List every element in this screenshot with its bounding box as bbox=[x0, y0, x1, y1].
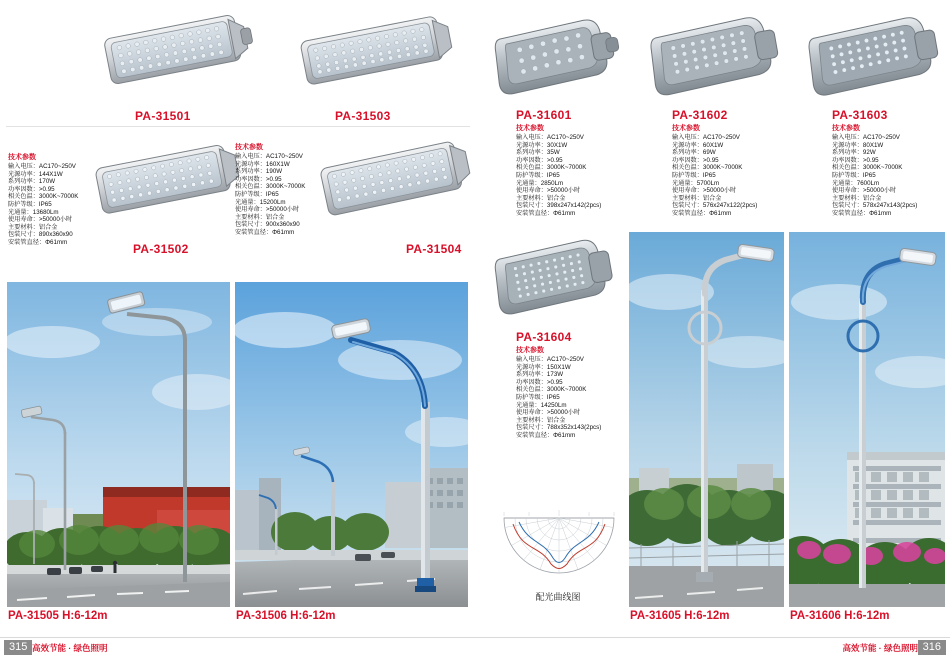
product-image-pa-31503 bbox=[290, 6, 460, 106]
spec-list-pa-31604 bbox=[516, 356, 636, 440]
page-footer bbox=[0, 636, 950, 658]
product-code-pa-31503: PA-31503 bbox=[335, 109, 391, 123]
spec-line: 包装尺寸：788x352x143(2pcs) bbox=[516, 424, 602, 432]
spec-list-pa-31601 bbox=[516, 134, 636, 218]
spec-line: 使用寿命：>50000小时 bbox=[516, 187, 581, 195]
page-number-right: 316 bbox=[918, 640, 946, 655]
product-code-pa-31501: PA-31501 bbox=[135, 109, 191, 123]
spec-line: 光通量：14250Lm bbox=[516, 401, 567, 409]
spec-line: 防护等级：IP65 bbox=[8, 200, 52, 208]
spec-line: 安装管直径：Φ61mm bbox=[235, 228, 295, 236]
spec-title: 技术参数 bbox=[235, 144, 263, 151]
spec-line: 输入电压：AC170~250V bbox=[672, 134, 740, 141]
footer-slogan-right: 高效节能 · 绿色照明 bbox=[842, 643, 918, 653]
spec-title: 技术参数 bbox=[672, 125, 700, 132]
product-image-pa-31602 bbox=[640, 10, 790, 110]
spec-line: 安装管直径：Φ61mm bbox=[516, 209, 576, 217]
product-image-pa-31501 bbox=[96, 6, 256, 106]
spec-line: 安装管直径：Φ61mm bbox=[8, 238, 68, 246]
spec-line: 使用寿命：>50000小时 bbox=[8, 216, 73, 224]
photo-caption-pa-31505: PA-31505 H:6-12m bbox=[8, 610, 108, 622]
spec-line: 安装管直径：Φ61mm bbox=[516, 431, 576, 439]
spec-line: 功率因数：>0.95 bbox=[516, 378, 563, 386]
spec-line: 主要材料：铝合金 bbox=[8, 223, 58, 231]
spec-line: 相关色温：3000K~7000K bbox=[516, 386, 587, 394]
spec-title: 技术参数 bbox=[8, 154, 36, 161]
application-photo-pa-31605 bbox=[628, 231, 785, 608]
spec-line: 光源功率：160X1W bbox=[235, 160, 290, 168]
application-photo-pa-31506 bbox=[234, 281, 469, 608]
spec-line: 相关色温：3000K~7000K bbox=[8, 193, 79, 201]
spec-line: 输入电压：AC170~250V bbox=[832, 134, 900, 141]
spec-line: 光源功率：144X1W bbox=[8, 170, 63, 178]
footer-slogan-left: 高效节能 · 绿色照明 bbox=[32, 643, 108, 653]
photo-caption-pa-31506: PA-31506 H:6-12m bbox=[236, 610, 336, 622]
spec-line: 光通量：5700Lm bbox=[672, 179, 720, 187]
spec-line: 相关色温：3000K~7000K bbox=[235, 183, 306, 191]
spec-line: 系列功率：173W bbox=[516, 371, 564, 379]
spec-line: 功率因数：>0.95 bbox=[672, 156, 719, 164]
spec-line: 功率因数：>0.95 bbox=[516, 156, 563, 164]
spec-line: 系列功率：92W bbox=[832, 149, 876, 157]
product-image-pa-31601 bbox=[484, 12, 624, 110]
spec-line: 主要材料：铝合金 bbox=[516, 194, 566, 202]
spec-line: 系列功率：170W bbox=[8, 178, 56, 186]
spec-line: 包装尺寸：900x360x90 bbox=[235, 221, 300, 229]
spec-block-pa-31603 bbox=[832, 123, 950, 218]
spec-line: 光源功率：30X1W bbox=[516, 141, 568, 149]
spec-line: 功率因数：>0.95 bbox=[8, 185, 55, 193]
application-photo-pa-31606 bbox=[788, 231, 946, 608]
spec-line: 光源功率：80X1W bbox=[832, 141, 884, 149]
spec-line: 防护等级：IP65 bbox=[235, 190, 279, 198]
spec-line: 包装尺寸：576x247x122(2pcs) bbox=[672, 202, 758, 210]
spec-block-pa-31604 bbox=[516, 345, 636, 440]
spec-line: 主要材料：铝合金 bbox=[235, 213, 285, 221]
product-image-pa-31504 bbox=[312, 130, 477, 235]
spec-block-pa-31601 bbox=[516, 123, 636, 218]
spec-list-pa-31602 bbox=[672, 134, 792, 218]
product-code-pa-31502: PA-31502 bbox=[133, 242, 189, 256]
spec-line: 防护等级：IP65 bbox=[516, 171, 560, 179]
spec-line: 主要材料：铝合金 bbox=[832, 194, 882, 202]
spec-line: 功率因数：>0.95 bbox=[832, 156, 879, 164]
spec-line: 光通量：15200Lm bbox=[235, 198, 286, 206]
spec-line: 包装尺寸：578x247x143(2pcs) bbox=[832, 202, 918, 210]
spec-title: 技术参数 bbox=[516, 347, 544, 354]
spec-line: 输入电压：AC170~250V bbox=[516, 134, 584, 141]
photo-caption-pa-31605: PA-31605 H:6-12m bbox=[630, 610, 730, 622]
application-photo-pa-31505 bbox=[6, 281, 231, 608]
spec-line: 系列功率：69W bbox=[672, 149, 716, 157]
page-number-left: 315 bbox=[4, 640, 32, 655]
product-code-pa-31601: PA-31601 bbox=[516, 108, 572, 122]
spec-line: 使用寿命：>50000小时 bbox=[832, 187, 897, 195]
spec-line: 功率因数：>0.95 bbox=[235, 175, 282, 183]
spec-line: 相关色温：3000K~7000K bbox=[672, 164, 743, 172]
spec-line: 包装尺寸：398x247x142(2pcs) bbox=[516, 202, 602, 210]
spec-line: 防护等级：IP65 bbox=[516, 393, 560, 401]
photometric-curve-caption: 配光曲线图 bbox=[535, 592, 581, 602]
product-code-pa-31602: PA-31602 bbox=[672, 108, 728, 122]
spec-line: 包装尺寸：890x360x90 bbox=[8, 231, 73, 239]
spec-line: 相关色温：3000K~7000K bbox=[832, 164, 903, 172]
spec-line: 系列功率：190W bbox=[235, 168, 283, 176]
product-image-pa-31603 bbox=[800, 10, 950, 110]
spec-line: 使用寿命：>50000小时 bbox=[672, 187, 737, 195]
spec-line: 光通量：2850Lm bbox=[516, 179, 564, 187]
spec-line: 光源功率：150X1W bbox=[516, 363, 571, 371]
spec-line: 光通量：7600Lm bbox=[832, 179, 880, 187]
spec-line: 使用寿命：>50000小时 bbox=[235, 206, 300, 214]
product-code-pa-31504: PA-31504 bbox=[406, 242, 462, 256]
product-image-pa-31604 bbox=[484, 232, 624, 330]
spec-line: 安装管直径：Φ61mm bbox=[672, 209, 732, 217]
spec-title: 技术参数 bbox=[832, 125, 860, 132]
spec-block-pa-31602 bbox=[672, 123, 792, 218]
spec-line: 光源功率：60X1W bbox=[672, 141, 724, 149]
product-image-pa-31502 bbox=[85, 134, 245, 234]
spec-line: 防护等级：IP65 bbox=[672, 171, 716, 179]
spec-line: 使用寿命：>50000小时 bbox=[516, 409, 581, 417]
spec-line: 输入电压：AC170~250V bbox=[516, 356, 584, 363]
footer-divider bbox=[0, 637, 950, 638]
section-divider bbox=[6, 126, 470, 127]
spec-line: 防护等级：IP65 bbox=[832, 171, 876, 179]
spec-line: 系列功率：35W bbox=[516, 149, 560, 157]
photo-caption-pa-31606: PA-31606 H:6-12m bbox=[790, 610, 890, 622]
product-code-pa-31603: PA-31603 bbox=[832, 108, 888, 122]
spec-line: 输入电压：AC170~250V bbox=[8, 163, 76, 170]
spec-line: 安装管直径：Φ61mm bbox=[832, 209, 892, 217]
photometric-curve-diagram bbox=[498, 462, 620, 591]
spec-line: 相关色温：3000K~7000K bbox=[516, 164, 587, 172]
product-code-pa-31604: PA-31604 bbox=[516, 330, 572, 344]
spec-line: 主要材料：铝合金 bbox=[516, 416, 566, 424]
spec-line: 输入电压：AC170~250V bbox=[235, 153, 303, 160]
spec-list-pa-31603 bbox=[832, 134, 950, 218]
spec-title: 技术参数 bbox=[516, 125, 544, 132]
spec-line: 主要材料：铝合金 bbox=[672, 194, 722, 202]
spec-line: 光通量：13680Lm bbox=[8, 208, 59, 216]
